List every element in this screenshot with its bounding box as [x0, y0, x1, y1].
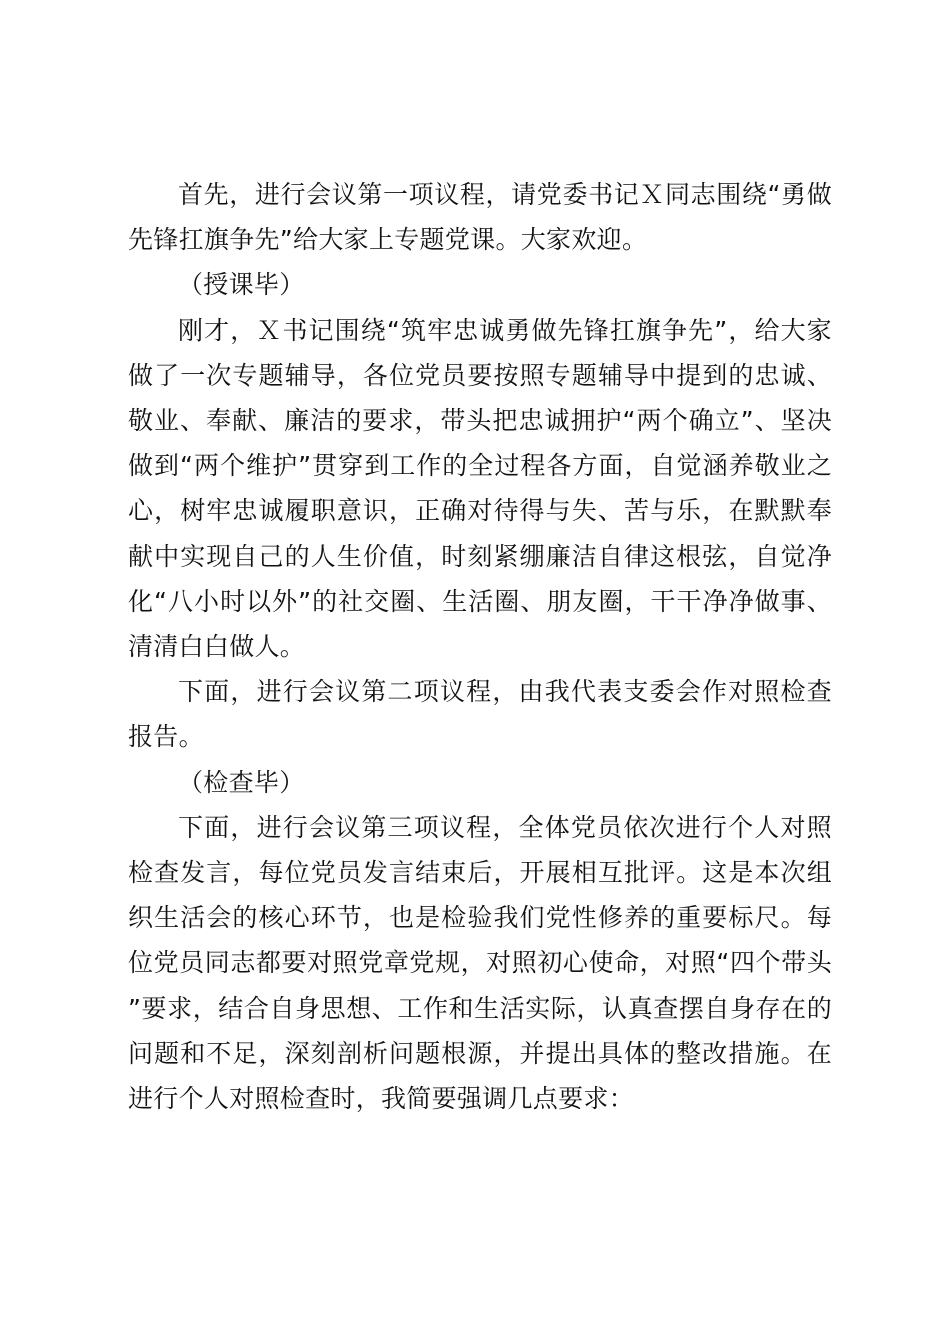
document-page: [128, 172, 832, 1121]
paragraph-agenda-two: 下面，进行会议第二项议程，由我代表支委会作对照检查报告。: [128, 677, 832, 752]
paragraph-lecture-summary: 刚才，Ｘ书记围绕“筑牢忠诚勇做先锋扛旗争先”，给大家做了一次专题辅导，各位党员要按照专题辅导中提到的忠诚、敬业、奉献、廉洁的要求，带头把忠诚拥护“两个确立”、坚决做到“两个维护”贯穿到工作的全过程各方面，自觉涵养敬业之心，树牢忠诚履职意识，正确对待得与失、苦与乐，在默默奉献中实现自己的人生价值，时刻紧绷廉洁自律这根弦，自觉净化“八小时以外”的社交圈、生活圈、朋友圈，干干净净做事、清清白白做人。: [128, 315, 832, 662]
note-lecture-finished: （授课毕）: [178, 270, 305, 300]
paragraph-agenda-one: 首先，进行会议第一项议程，请党委书记Ｘ同志围绕“勇做先锋扛旗争先”给大家上专题党课。大家欢迎。: [128, 180, 832, 255]
paragraph-agenda-three: 下面，进行会议第三项议程，全体党员依次进行个人对照检查发言，每位党员发言结束后，开展相互批评。这是本次组织生活会的核心环节，也是检验我们党性修养的重要标尺。每位党员同志都要对照党章党规，对照初心使命，对照“四个带头”要求，结合自身思想、工作和生活实际，认真查摆自身存在的问题和不足，深刻剖析问题根源，并提出具体的整改措施。在进行个人对照检查时，我简要强调几点要求：: [128, 812, 832, 1114]
note-inspection-finished: （检查毕）: [178, 767, 305, 797]
